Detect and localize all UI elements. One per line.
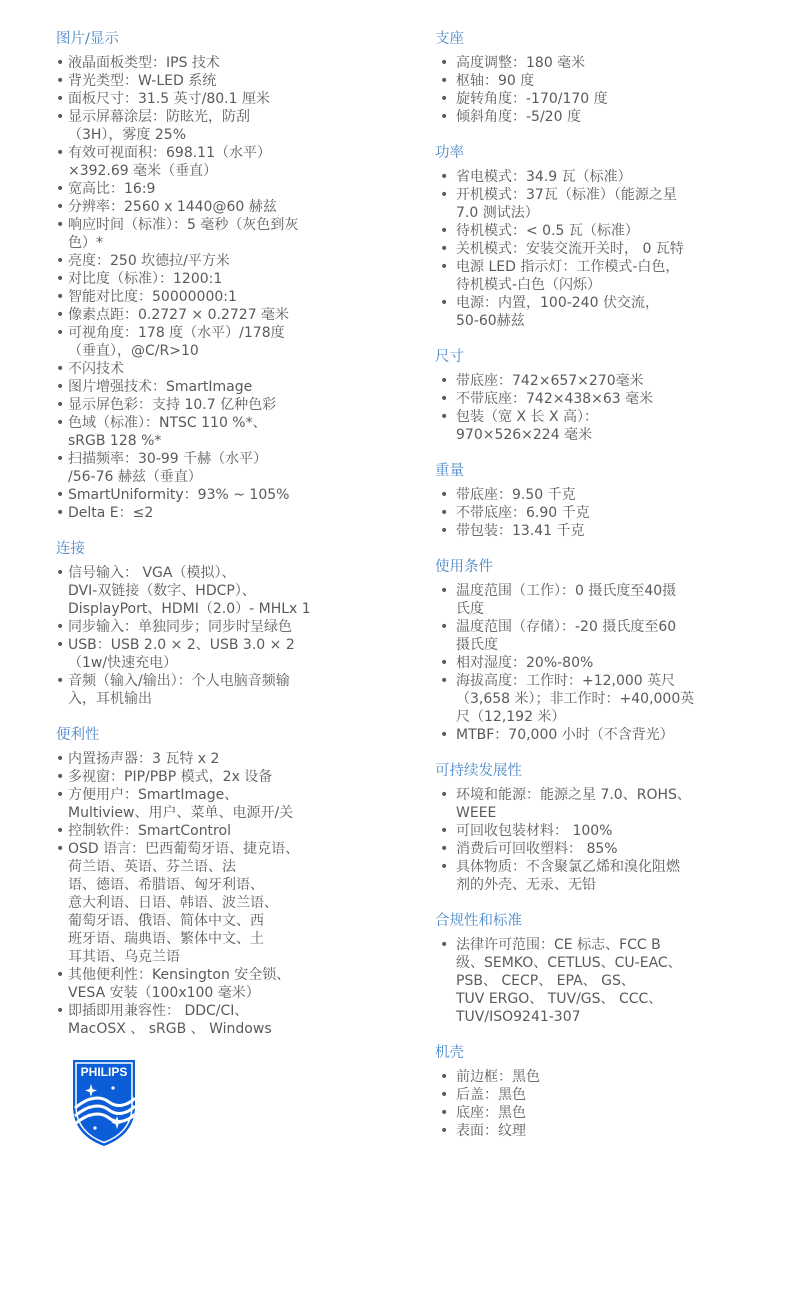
spec-item-line: • 环境和能源：能源之星 7.0、ROHS、 bbox=[456, 787, 691, 803]
spec-section bbox=[435, 912, 735, 1026]
spec-item bbox=[56, 216, 356, 252]
spec-item bbox=[56, 1002, 356, 1038]
spec-item bbox=[56, 450, 356, 486]
spec-item bbox=[435, 390, 735, 408]
spec-item-line: • SmartUniformity：93% ~ 105% bbox=[68, 487, 290, 503]
spec-item bbox=[435, 936, 735, 1026]
spec-item-line: • USB：USB 2.0 × 2、USB 3.0 × 2 bbox=[68, 637, 295, 653]
spec-section bbox=[56, 540, 356, 708]
spec-item bbox=[56, 564, 356, 618]
spec-item bbox=[435, 408, 735, 444]
spec-item bbox=[435, 1086, 735, 1104]
spec-item-line: ×392.69 毫米（垂直） bbox=[68, 163, 218, 179]
spec-item-line: （垂直），@C/R>10 bbox=[68, 343, 199, 359]
spec-item-line: PSB、 CECP、 EPA、 GS、 bbox=[456, 973, 635, 989]
spec-item-line: • 背光类型：W-LED 系统 bbox=[68, 73, 217, 89]
spec-item-line: • 电源：内置，100-240 伏交流， bbox=[456, 295, 659, 311]
spec-item bbox=[56, 414, 356, 450]
spec-item-line: 入，耳机输出 bbox=[68, 691, 152, 707]
spec-item bbox=[435, 240, 735, 258]
spec-item-line: • 包装（宽 X 长 X 高）： bbox=[456, 409, 598, 425]
spec-item bbox=[435, 582, 735, 618]
spec-item-line: • 响应时间（标准）：5 毫秒（灰色到灰 bbox=[68, 217, 299, 233]
spec-item bbox=[435, 222, 735, 240]
spec-list bbox=[56, 54, 356, 522]
spec-item bbox=[435, 168, 735, 186]
spec-item-line: 葡萄牙语、俄语、简体中文、西 bbox=[68, 913, 264, 929]
spec-item-line: 剂的外壳、无汞、无铅 bbox=[456, 877, 596, 893]
spec-item bbox=[56, 252, 356, 270]
spec-item-line: • Delta E：≤2 bbox=[68, 505, 154, 521]
spec-item-line: sRGB 128 %* bbox=[68, 433, 162, 449]
spec-item bbox=[56, 840, 356, 966]
spec-item bbox=[56, 306, 356, 324]
spec-item-line: • 其他便利性：Kensington 安全锁、 bbox=[68, 967, 291, 983]
spec-item-line: • 内置扬声器：3 瓦特 x 2 bbox=[68, 751, 220, 767]
spec-item bbox=[56, 54, 356, 72]
spec-item-line: • 图片增强技术：SmartImage bbox=[68, 379, 253, 395]
spec-list bbox=[56, 564, 356, 708]
spec-item-line: • 关机模式：安装交流开关时， 0 瓦特 bbox=[456, 241, 684, 257]
spec-item bbox=[435, 672, 735, 726]
spec-section bbox=[435, 30, 735, 126]
spec-item bbox=[56, 360, 356, 378]
spec-item-line: • 省电模式：34.9 瓦（标准） bbox=[456, 169, 632, 185]
spec-section bbox=[435, 144, 735, 330]
spec-list bbox=[435, 936, 735, 1026]
spec-item-line: • 温度范围（存储）：-20 摄氏度至60 bbox=[456, 619, 677, 635]
spec-list bbox=[435, 54, 735, 126]
spec-item bbox=[435, 726, 735, 744]
spec-item bbox=[56, 618, 356, 636]
spec-item bbox=[435, 258, 735, 294]
spec-item-line: • 温度范围（工作）：0 摄氏度至40摄 bbox=[456, 583, 677, 599]
spec-item-line: • 扫描频率：30-99 千赫（水平） bbox=[68, 451, 268, 467]
spec-item-line: /56-76 赫兹（垂直） bbox=[68, 469, 202, 485]
spec-item-line: • 不带底座：742×438×63 毫米 bbox=[456, 391, 654, 407]
spec-item-line: VESA 安装（100x100 毫米） bbox=[68, 985, 260, 1001]
spec-item bbox=[56, 270, 356, 288]
spec-item bbox=[435, 186, 735, 222]
spec-item-line: • 待机模式：< 0.5 瓦（标准） bbox=[456, 223, 639, 239]
spec-item bbox=[435, 72, 735, 90]
spec-item-line: • 亮度：250 坎德拉/平方米 bbox=[68, 253, 230, 269]
section-title: 重量 bbox=[435, 463, 464, 479]
spec-item-line: • 前边框：黑色 bbox=[456, 1069, 540, 1085]
spec-item bbox=[56, 90, 356, 108]
spec-item bbox=[56, 144, 356, 180]
spec-item bbox=[56, 672, 356, 708]
spec-item-line: 970×526×224 毫米 bbox=[456, 427, 593, 443]
spec-item-line: 50-60赫兹 bbox=[456, 313, 525, 329]
spec-item bbox=[435, 108, 735, 126]
spec-item-line: • 像素点距：0.2727 × 0.2727 毫米 bbox=[68, 307, 290, 323]
spec-item-line: • 液晶面板类型：IPS 技术 bbox=[68, 55, 220, 71]
spec-item bbox=[56, 786, 356, 822]
spec-item bbox=[56, 768, 356, 786]
spec-item bbox=[56, 966, 356, 1002]
spec-item-line: • 带底座：742×657×270毫米 bbox=[456, 373, 644, 389]
spec-item-line: • 带包装：13.41 千克 bbox=[456, 523, 585, 539]
spec-item bbox=[56, 378, 356, 396]
spec-list bbox=[435, 486, 735, 540]
spec-item bbox=[435, 504, 735, 522]
spec-item-line: • 即插即用兼容性： DDC/CI、 bbox=[68, 1003, 249, 1019]
spec-item-line: • 表面：纹理 bbox=[456, 1123, 526, 1139]
spec-item bbox=[56, 180, 356, 198]
section-title: 连接 bbox=[56, 541, 85, 557]
spec-item-line: • OSD 语言：巴西葡萄牙语、捷克语、 bbox=[68, 841, 300, 857]
spec-item bbox=[56, 750, 356, 768]
left-spec-column bbox=[56, 30, 356, 1056]
spec-item-line: • 枢轴：90 度 bbox=[456, 73, 535, 89]
spec-item-line: 级、SEMKO、CETLUS、CU-EAC、 bbox=[456, 955, 682, 971]
section-title: 功率 bbox=[435, 145, 464, 161]
spec-item-line: • 旋转角度：-170/170 度 bbox=[456, 91, 608, 107]
spec-item-line: 耳其语、乌克兰语 bbox=[68, 949, 180, 965]
spec-item bbox=[435, 1122, 735, 1140]
spec-item-line: WEEE bbox=[456, 805, 497, 821]
spec-item-line: 待机模式-白色（闪烁） bbox=[456, 277, 602, 293]
spec-item bbox=[56, 288, 356, 306]
spec-item bbox=[56, 108, 356, 144]
spec-item-line: • 信号输入： VGA（模拟）、 bbox=[68, 565, 236, 581]
spec-item-line: （3H），雾度 25% bbox=[68, 127, 187, 143]
spec-item-line: 7.0 测试法） bbox=[456, 205, 539, 221]
spec-item-line: TUV ERGO、 TUV/GS、 CCC、 bbox=[456, 991, 663, 1007]
spec-item-line: • 可视角度：178 度（水平）/178度 bbox=[68, 325, 285, 341]
spec-item bbox=[56, 636, 356, 672]
spec-item bbox=[435, 1104, 735, 1122]
spec-list bbox=[435, 582, 735, 744]
spec-section bbox=[56, 30, 356, 522]
spec-item-line: 摄氏度 bbox=[456, 637, 498, 653]
section-title: 支座 bbox=[435, 31, 464, 47]
spec-item bbox=[56, 198, 356, 216]
spec-item-line: • 法律许可范围：CE 标志、FCC B bbox=[456, 937, 661, 953]
spec-item-line: （3,658 米）；非工作时：+40,000英 bbox=[456, 691, 695, 707]
spec-item-line: • 有效可视面积：698.11（水平） bbox=[68, 145, 271, 161]
spec-item-line: • 不带底座：6.90 千克 bbox=[456, 505, 590, 521]
spec-item-line: 语、德语、希腊语、匈牙利语、 bbox=[68, 877, 264, 893]
spec-item bbox=[435, 654, 735, 672]
section-title: 合规性和标准 bbox=[435, 913, 522, 929]
section-title: 尺寸 bbox=[435, 349, 464, 365]
spec-item-line: 尺（12,192 米） bbox=[456, 709, 566, 725]
spec-item-line: • 对比度（标准）：1200:1 bbox=[68, 271, 223, 287]
spec-item-line: • 分辨率：2560 x 1440@60 赫兹 bbox=[68, 199, 277, 215]
spec-item bbox=[435, 372, 735, 390]
section-title: 可持续发展性 bbox=[435, 763, 522, 779]
spec-section bbox=[435, 558, 735, 744]
spec-item bbox=[435, 90, 735, 108]
spec-item-line: • 带底座：9.50 千克 bbox=[456, 487, 576, 503]
spec-list bbox=[435, 786, 735, 894]
spec-item bbox=[435, 858, 735, 894]
philips-shield-logo bbox=[69, 1056, 139, 1148]
spec-section bbox=[435, 1044, 735, 1140]
spec-list bbox=[56, 750, 356, 1038]
spec-item-line: （1w/快速充电） bbox=[68, 655, 178, 671]
right-spec-column bbox=[435, 30, 735, 1158]
spec-item-line: • 智能对比度：50000000:1 bbox=[68, 289, 237, 305]
spec-item-line: • 倾斜角度：-5/20 度 bbox=[456, 109, 581, 125]
spec-list bbox=[435, 372, 735, 444]
spec-item-line: 氏度 bbox=[456, 601, 484, 617]
spec-item bbox=[435, 618, 735, 654]
spec-item-line: • 显示屏色彩：支持 10.7 亿种色彩 bbox=[68, 397, 277, 413]
spec-item bbox=[435, 294, 735, 330]
spec-section bbox=[56, 726, 356, 1038]
spec-item-line: • 方便用户：SmartImage、 bbox=[68, 787, 239, 803]
section-title: 便利性 bbox=[56, 727, 100, 743]
spec-item-line: 色）* bbox=[68, 235, 103, 251]
spec-item-line: • 多视窗：PIP/PBP 模式，2x 设备 bbox=[68, 769, 273, 785]
spec-item-line: MacOSX 、 sRGB 、 Windows bbox=[68, 1021, 272, 1037]
spec-item-line: • 相对湿度：20%-80% bbox=[456, 655, 594, 671]
spec-list bbox=[435, 1068, 735, 1140]
spec-item-line: • 消费后可回收塑料： 85% bbox=[456, 841, 618, 857]
spec-item-line: • 显示屏幕涂层：防眩光，防刮 bbox=[68, 109, 250, 125]
spec-item-line: • 高度调整：180 毫米 bbox=[456, 55, 586, 71]
spec-item-line: • 控制软件：SmartControl bbox=[68, 823, 231, 839]
spec-item bbox=[435, 786, 735, 822]
spec-item-line: 荷兰语、英语、芬兰语、法 bbox=[68, 859, 236, 875]
spec-item bbox=[56, 324, 356, 360]
spec-list bbox=[435, 168, 735, 330]
spec-section bbox=[435, 348, 735, 444]
spec-item-line: • 电源 LED 指示灯：工作模式-白色， bbox=[456, 259, 680, 275]
spec-section bbox=[435, 462, 735, 540]
spec-item-line: • 同步输入：单独同步；同步时呈绿色 bbox=[68, 619, 292, 635]
spec-item-line: • 具体物质：不含聚氯乙烯和溴化阻燃 bbox=[456, 859, 680, 875]
spec-item-line: DVI-双链接（数字、HDCP）、 bbox=[68, 583, 256, 599]
spec-item-line: • 音频（输入/输出）：个人电脑音频输 bbox=[68, 673, 290, 689]
spec-item bbox=[56, 822, 356, 840]
spec-item-line: • 开机模式：37瓦（标准）（能源之星 bbox=[456, 187, 677, 203]
spec-section bbox=[435, 762, 735, 894]
spec-item-line: TUV/ISO9241-307 bbox=[456, 1009, 581, 1025]
spec-item-line: • 后盖：黑色 bbox=[456, 1087, 526, 1103]
section-title: 机壳 bbox=[435, 1045, 464, 1061]
spec-item bbox=[435, 1068, 735, 1086]
spec-item-line: • 面板尺寸：31.5 英寸/80.1 厘米 bbox=[68, 91, 270, 107]
spec-item bbox=[56, 396, 356, 414]
spec-item bbox=[435, 822, 735, 840]
spec-item bbox=[435, 840, 735, 858]
spec-item-line: 意大利语、日语、韩语、波兰语、 bbox=[68, 895, 278, 911]
spec-item bbox=[435, 54, 735, 72]
spec-item bbox=[56, 72, 356, 90]
philips-wordmark: PHILIPS bbox=[80, 1065, 128, 1079]
spec-item-line: • 海拔高度：工作时：+12,000 英尺 bbox=[456, 673, 676, 689]
spec-item-line: • MTBF：70,000 小时（不含背光） bbox=[456, 727, 674, 743]
spec-item bbox=[435, 522, 735, 540]
spec-item bbox=[56, 504, 356, 522]
section-title: 图片/显示 bbox=[56, 31, 119, 47]
spec-item-line: Multiview、用户、菜单、电源开/关 bbox=[68, 805, 294, 821]
spec-item bbox=[56, 486, 356, 504]
spec-item-line: • 可回收包装材料： 100% bbox=[456, 823, 613, 839]
spec-item-line: • 不闪技术 bbox=[68, 361, 124, 377]
spec-item-line: • 底座：黑色 bbox=[456, 1105, 526, 1121]
spec-item-line: • 宽高比：16:9 bbox=[68, 181, 156, 197]
spec-item-line: DisplayPort、HDMI（2.0）- MHLx 1 bbox=[68, 601, 311, 617]
spec-item-line: • 色域（标准）：NTSC 110 %*、 bbox=[68, 415, 267, 431]
spec-item bbox=[435, 486, 735, 504]
section-title: 使用条件 bbox=[435, 559, 493, 575]
spec-item-line: 班牙语、瑞典语、繁体中文、土 bbox=[68, 931, 264, 947]
